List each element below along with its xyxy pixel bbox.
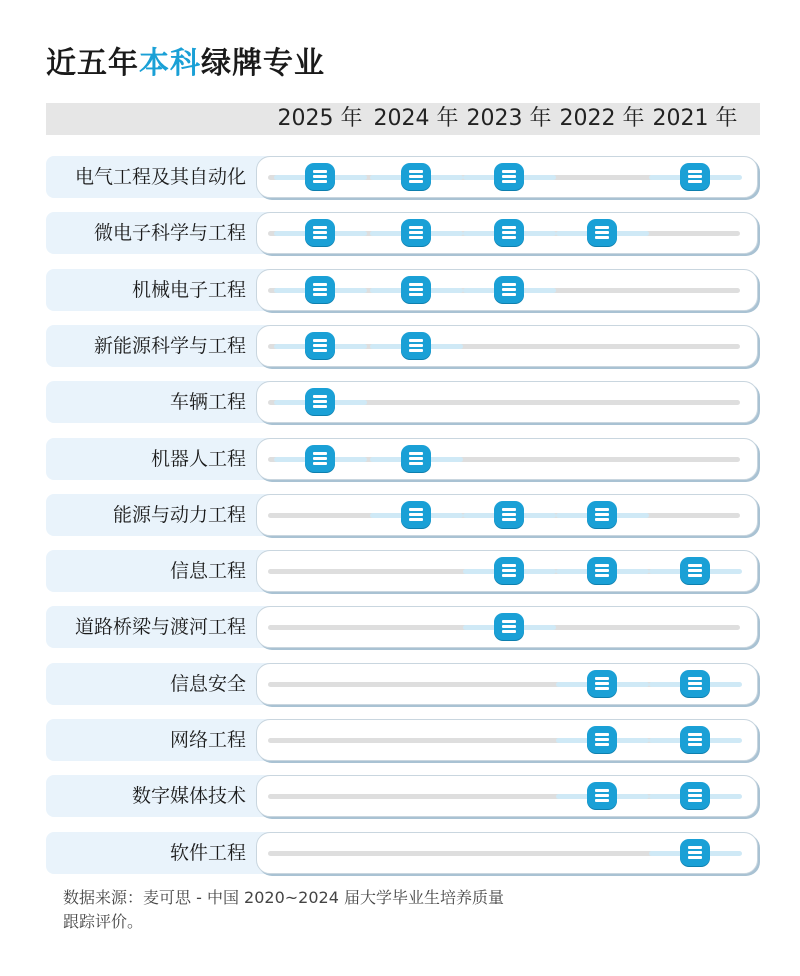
row-label: 机器人工程 (150, 447, 246, 470)
list-badge-icon (305, 445, 335, 472)
title-suffix: 绿牌专业 (201, 46, 325, 81)
badge-line (595, 687, 609, 690)
badge-line (409, 231, 423, 234)
badge-line (313, 339, 327, 342)
list-badge-icon (401, 332, 431, 359)
badge-line (313, 349, 327, 352)
badge-line (313, 180, 327, 183)
year-header-0: 2025 年 (277, 106, 363, 131)
badge-line (688, 170, 702, 173)
badge-line (502, 180, 516, 183)
badge-line (688, 687, 702, 690)
badge-line (313, 170, 327, 173)
row-label: 信息安全 (169, 672, 246, 695)
list-badge-icon (401, 276, 431, 303)
badge-line (688, 180, 702, 183)
list-badge-icon (401, 219, 431, 246)
badge-line (502, 236, 516, 239)
list-badge-icon (494, 276, 524, 303)
badge-line (502, 175, 516, 178)
badge-line (502, 630, 516, 633)
badge-line (688, 846, 702, 849)
badge-line (688, 738, 702, 741)
row-label: 新能源科学与工程 (93, 334, 246, 357)
row-label: 微电子科学与工程 (93, 222, 246, 245)
badge-line (502, 288, 516, 291)
badge-line (595, 738, 609, 741)
badge-line (502, 625, 516, 628)
list-badge-icon (587, 782, 617, 809)
row-label: 信息工程 (169, 560, 246, 583)
row-label: 数字媒体技术 (131, 785, 246, 808)
badge-line (313, 452, 327, 455)
badge-line (688, 794, 702, 797)
list-badge-icon (587, 501, 617, 528)
badge-line (502, 170, 516, 173)
list-badge-icon (401, 445, 431, 472)
badge-line (502, 231, 516, 234)
badge-line (595, 564, 609, 567)
badge-line (313, 462, 327, 465)
badge-line (595, 794, 609, 797)
row-label: 道路桥梁与渡河工程 (74, 616, 246, 639)
badge-line (313, 344, 327, 347)
badge-line (409, 452, 423, 455)
badge-line (409, 457, 423, 460)
badge-line (502, 513, 516, 516)
list-badge-icon (680, 782, 710, 809)
source-line-2: 跟踪评价。 (63, 912, 144, 931)
badge-line (595, 789, 609, 792)
badge-line (409, 180, 423, 183)
badge-line (313, 457, 327, 460)
chart-title (46, 38, 325, 82)
row-label: 软件工程 (169, 841, 246, 864)
row-label: 能源与动力工程 (112, 503, 246, 526)
badge-line (409, 175, 423, 178)
badge-line (595, 733, 609, 736)
badge-line (688, 574, 702, 577)
source-line-1: 数据来源：麦可思 - 中国 2020~2024 届大学毕业生培养质量 (63, 888, 504, 907)
row-label: 电气工程及其自动化 (74, 166, 246, 188)
badge-line (688, 733, 702, 736)
list-badge-icon (401, 501, 431, 528)
badge-line (313, 226, 327, 229)
badge-line (313, 293, 327, 296)
badge-line (688, 564, 702, 567)
year-header-2: 2023 年 (466, 106, 552, 131)
list-badge-icon (680, 557, 710, 584)
badge-line (409, 513, 423, 516)
badge-line (595, 518, 609, 521)
title-prefix: 近五年 (46, 46, 139, 81)
list-badge-icon (494, 501, 524, 528)
badge-line (595, 226, 609, 229)
badge-line (409, 226, 423, 229)
badge-line (688, 851, 702, 854)
row-label: 车辆工程 (169, 391, 246, 414)
badge-line (688, 856, 702, 859)
badge-line (502, 564, 516, 567)
year-header-3: 2022 年 (559, 106, 645, 131)
list-badge-icon (401, 163, 431, 190)
list-badge-icon (305, 276, 335, 303)
badge-line (409, 283, 423, 286)
badge-line (595, 799, 609, 802)
badge-line (313, 283, 327, 286)
badge-line (688, 743, 702, 746)
list-badge-icon (680, 670, 710, 697)
badge-line (409, 508, 423, 511)
list-badge-icon (305, 388, 335, 415)
list-badge-icon (587, 726, 617, 753)
badge-line (688, 682, 702, 685)
title-highlight: 本科 (139, 46, 201, 81)
badge-line (409, 339, 423, 342)
badge-line (313, 236, 327, 239)
badge-line (313, 175, 327, 178)
list-badge-icon (680, 839, 710, 866)
row-label: 机械电子工程 (131, 278, 246, 301)
row-label: 网络工程 (169, 729, 246, 751)
list-badge-icon (305, 332, 335, 359)
badge-line (595, 508, 609, 511)
badge-line (595, 574, 609, 577)
list-badge-icon (494, 557, 524, 584)
badge-line (688, 789, 702, 792)
badge-line (409, 293, 423, 296)
badge-line (409, 236, 423, 239)
badge-line (502, 574, 516, 577)
badge-line (313, 400, 327, 403)
badge-line (502, 508, 516, 511)
badge-line (409, 344, 423, 347)
list-badge-icon (587, 219, 617, 246)
badge-line (595, 231, 609, 234)
list-badge-icon (680, 163, 710, 190)
badge-line (595, 513, 609, 516)
year-header-4: 2021 年 (652, 106, 738, 131)
badge-line (409, 170, 423, 173)
list-badge-icon (494, 163, 524, 190)
list-badge-icon (587, 670, 617, 697)
badge-line (502, 569, 516, 572)
badge-line (313, 231, 327, 234)
list-badge-icon (494, 219, 524, 246)
year-header-1: 2024 年 (373, 106, 459, 131)
list-badge-icon (587, 557, 617, 584)
list-badge-icon (680, 726, 710, 753)
badge-line (502, 518, 516, 521)
list-badge-icon (494, 613, 524, 640)
badge-line (595, 743, 609, 746)
badge-line (502, 293, 516, 296)
badge-line (409, 349, 423, 352)
badge-line (313, 288, 327, 291)
list-badge-icon (305, 219, 335, 246)
badge-line (502, 283, 516, 286)
badge-line (313, 405, 327, 408)
badge-line (688, 799, 702, 802)
badge-line (595, 236, 609, 239)
badge-line (688, 175, 702, 178)
badge-line (688, 569, 702, 572)
badge-line (595, 677, 609, 680)
badge-line (502, 620, 516, 623)
badge-line (502, 226, 516, 229)
badge-line (409, 462, 423, 465)
badge-line (409, 518, 423, 521)
badge-line (595, 569, 609, 572)
badge-line (595, 682, 609, 685)
list-badge-icon (305, 163, 335, 190)
badge-line (688, 677, 702, 680)
badge-line (409, 288, 423, 291)
badge-line (313, 395, 327, 398)
data-source-note (63, 886, 583, 934)
